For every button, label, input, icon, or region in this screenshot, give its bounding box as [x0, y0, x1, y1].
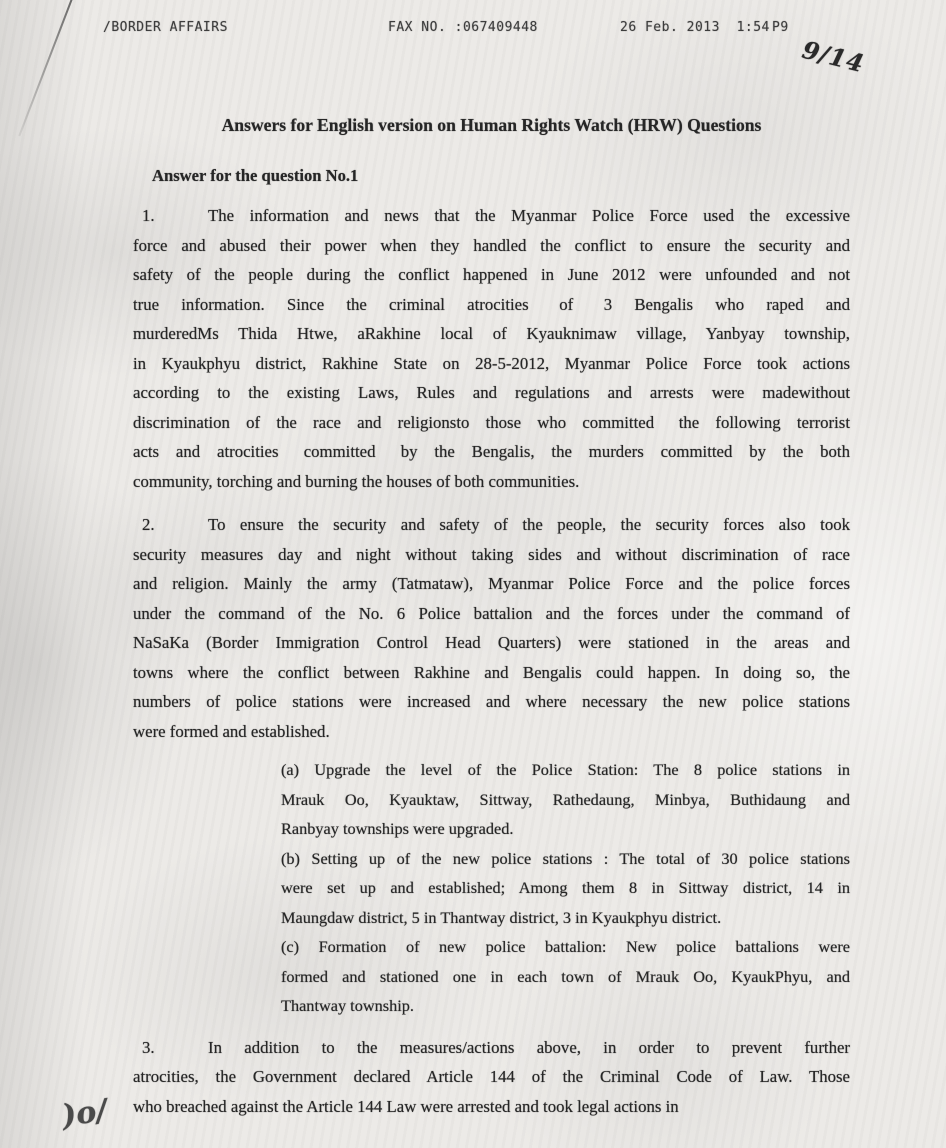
- paragraph: [281, 844, 850, 933]
- text-line: NaSaKa (Border Immigration Control Head Quarters) were stationed in the areas and: [133, 633, 850, 652]
- text-line: were formed and established.: [133, 721, 330, 741]
- paragraph: [133, 510, 850, 746]
- text-line: towns where the conflict between Rakhine and Bengalis could happen. In doing so, the: [133, 662, 850, 682]
- handwritten-bottom-mark: )o/: [59, 1093, 110, 1134]
- text-line: Thantway township.: [281, 996, 414, 1015]
- text-line: murderedMs Thida Htwe, aRakhine local of Kyauknimaw village, Yanbyay township,: [133, 324, 850, 343]
- text-line: [133, 1033, 850, 1063]
- text-line: safety of the people during the conflict happened in June 2012 were unfounded and not: [133, 265, 850, 284]
- text-line: (c) Formation of new police battalion: New police battalions were: [281, 937, 850, 956]
- document-title: Answers for English version on Human Rights Watch (HRW) Questions: [221, 115, 762, 135]
- paragraph: [133, 201, 850, 496]
- paragraph: [133, 1033, 850, 1122]
- paragraph-first-line-text: To ensure the security and safety of the people, the security forces also took: [208, 515, 850, 534]
- text-line: Ranbyay townships were upgraded.: [281, 819, 514, 838]
- text-line: formed and stationed one in each town of Mrauk Oo, KyaukPhyu, and: [281, 966, 850, 986]
- text-line: numbers of police stations were increased and where necessary the new police stations: [133, 692, 850, 711]
- fax-page-code: P9: [772, 20, 789, 35]
- text-line: who breached against the Article 144 Law were arrested and took legal actions in: [133, 1096, 679, 1116]
- paragraphs: [133, 201, 850, 1121]
- text-line: under the command of the No. 6 Police battalion and the forces under the command of: [133, 603, 850, 623]
- fax-datetime: 26 Feb. 2013 1:54: [620, 20, 770, 35]
- fax-number: FAX NO. :067409448: [388, 20, 538, 35]
- text-line: and religion. Mainly the army (Tatmataw), Myanmar Police Force and the police forces: [133, 574, 850, 593]
- paragraph: [281, 932, 850, 1021]
- text-line: community, torching and burning the houses of both communities.: [133, 471, 580, 491]
- text-line: true information. Since the criminal atrocities of 3 Bengalis who raped and: [133, 294, 850, 314]
- text-line: discrimination of the race and religionsto those who committed the following terrorist: [133, 412, 850, 432]
- paragraph-number: 2.: [142, 515, 155, 534]
- paragraph: [281, 755, 850, 844]
- text-line: security measures day and night without taking sides and without discrimination of race: [133, 544, 850, 564]
- text-line: [133, 510, 850, 540]
- text-line: (a) Upgrade the level of the Police Station: The 8 police stations in: [281, 760, 850, 779]
- text-line: [133, 201, 850, 231]
- text-line: force and abused their power when they handled the conflict to ensure the security and: [133, 235, 850, 255]
- paragraph-first-line-text: In addition to the measures/actions above, in order to prevent further: [208, 1037, 850, 1057]
- text-line: according to the existing Laws, Rules and regulations and arrests were madewithout: [133, 383, 850, 402]
- document-body: [133, 113, 850, 1121]
- text-line: in Kyaukphyu district, Rakhine State on 28-5-2012, Myanmar Police Force took actions: [133, 353, 850, 373]
- text-line: were set up and established; Among them 8 in Sittway district, 14 in: [281, 878, 850, 897]
- fax-sender: /BORDER AFFAIRS: [103, 20, 228, 35]
- section-heading: Answer for the question No.1: [152, 166, 359, 185]
- text-line: (b) Setting up of the new police stations : The total of 30 police stations: [281, 848, 850, 868]
- paragraph-first-line-text: The information and news that the Myanmar Police Force used the excessive: [208, 206, 850, 225]
- fax-header: [0, 20, 946, 40]
- text-line: Mrauk Oo, Kyauktaw, Sittway, Rathedaung, Minbya, Buthidaung and: [281, 789, 850, 809]
- handwritten-page-mark: 9/14: [799, 34, 868, 79]
- text-line: atrocities, the Government declared Article 144 of the Criminal Code of Law. Those: [133, 1067, 850, 1086]
- paragraph-number: 3.: [142, 1037, 155, 1057]
- text-line: Maungdaw district, 5 in Thantway district, 3 in Kyaukphyu district.: [281, 907, 722, 927]
- paragraph-number: 1.: [142, 206, 155, 225]
- text-line: acts and atrocities committed by the Bengalis, the murders committed by the both: [133, 442, 850, 461]
